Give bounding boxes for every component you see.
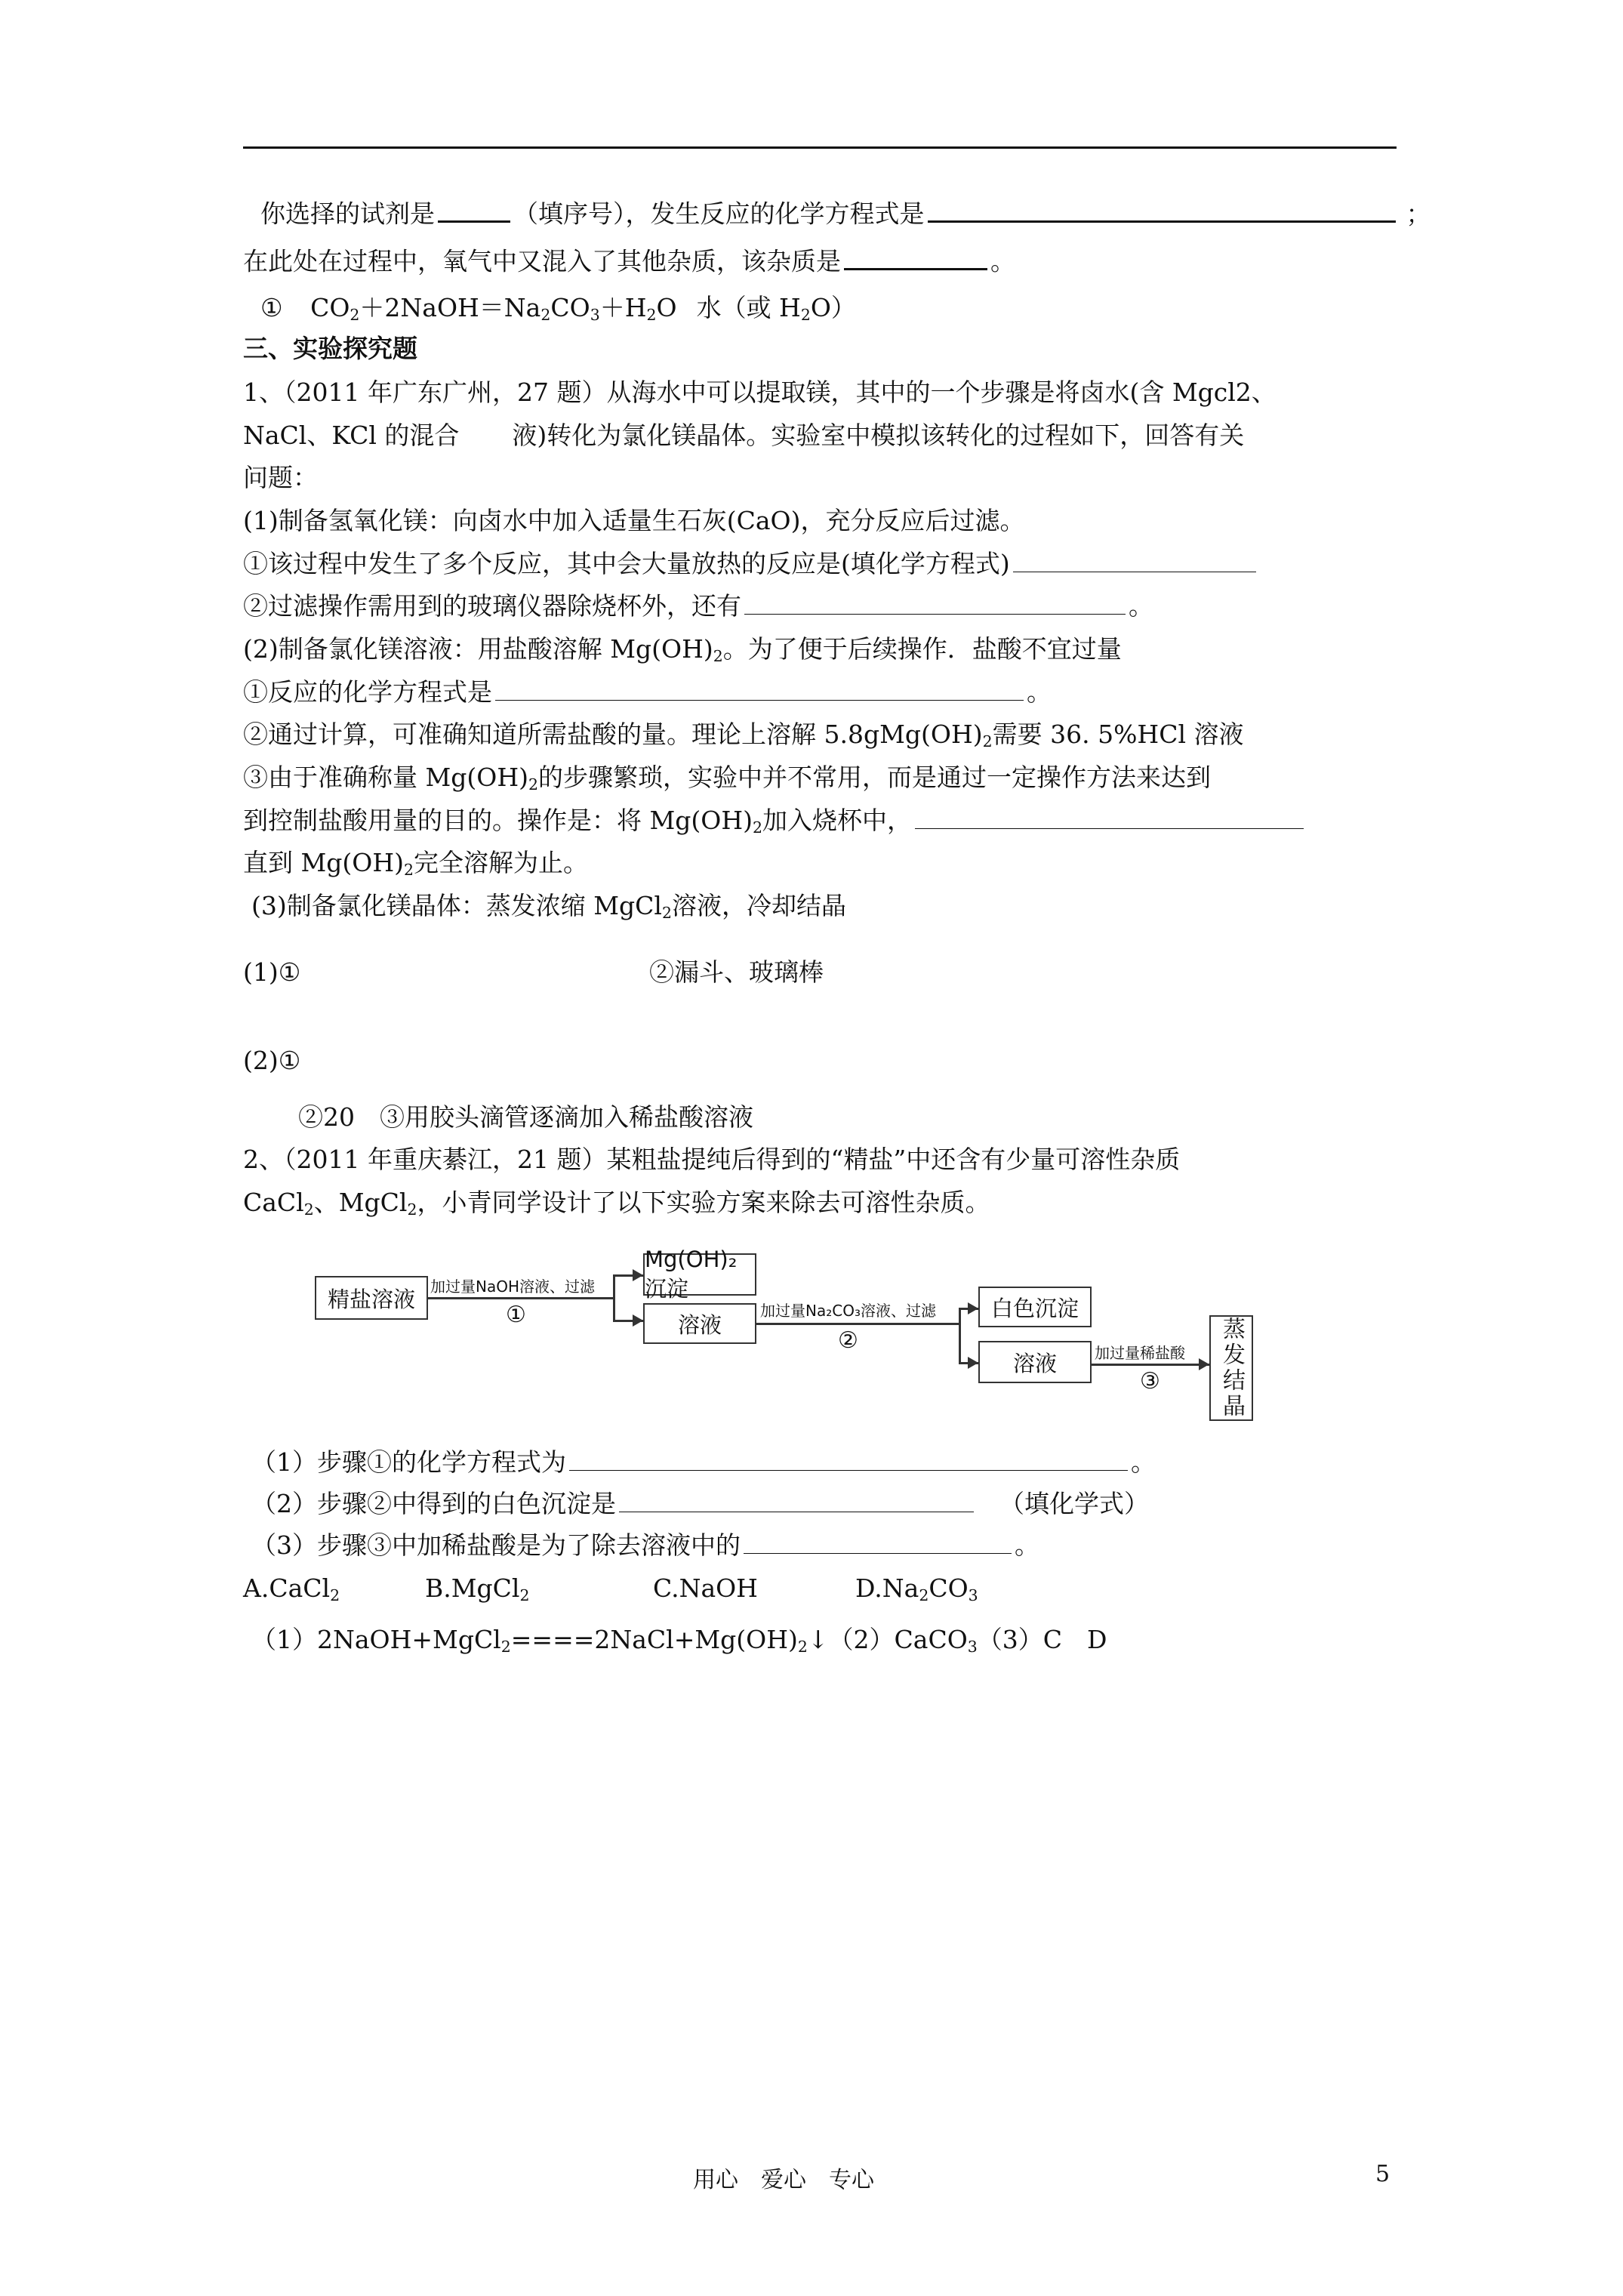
text: 你选择的试剂是: [260, 199, 435, 229]
flow-box-solution-1: 溶液: [643, 1303, 756, 1344]
flow-box-start: 精盐溶液: [315, 1276, 428, 1320]
section-title: 三、实验探究题: [243, 334, 417, 363]
intro-line-2: [243, 245, 1015, 276]
q1-line-3: 问题：: [243, 463, 318, 492]
arrow-head: [633, 1269, 643, 1281]
q2-line-1: 2、（2011 年重庆綦江，21 题）某粗盐提纯后得到的“精盐”中还含有少量可溶性杂质: [243, 1145, 1181, 1174]
intro-answer: [260, 293, 856, 323]
text: 在此处在过程中，氧气中又混入了其他杂质，该杂质是: [243, 246, 841, 276]
q1-part-2-3-end: 直到 $Mg(OH)_2$完全溶解为止。: [243, 848, 589, 880]
q1-part-1-2: ②过滤操作需用到的玻璃仪器除烧杯外，还有 。: [243, 591, 1153, 621]
option-c: C.NaOH: [653, 1573, 758, 1603]
flow-branch-1: [613, 1274, 615, 1320]
arrow-head: [968, 1302, 978, 1314]
q1-part-2-2: ②通过计算，可准确知道所需盐酸的量。理论上溶解 $5.8gMg(OH)_2$需要 36. 5%HCl 溶液: [243, 720, 1244, 751]
q2-answer: $(1)2NaOH+MgCl_2====2NaCl+Mg(OH)_2↓(2)CaCO_3(3)C$ D: [251, 1625, 1107, 1657]
flow-box-end: 蒸发结晶: [1209, 1315, 1253, 1421]
q1-part-2-1: ①反应的化学方程式是 。: [243, 677, 1052, 707]
q2-line-2: CaCl$_2$、MgCl$_2$，小青同学设计了以下实验方案来除去可溶性杂质。: [243, 1188, 990, 1219]
q1-line-2: NaCl、KCl 的混合 液)转化为氯化镁晶体。实验室中模拟该转化的过程如下，回答有关: [243, 421, 1245, 450]
q1-part-1-1: ①该过程中发生了多个反应，其中会大量放热的反应是(填化学方程式): [243, 549, 1259, 579]
answer-blank: [744, 591, 1126, 615]
flow-box-precip-1: Mg(OH)₂沉淀: [643, 1253, 756, 1296]
answer-blank: [844, 245, 987, 270]
q1-answer-1a: (1)①: [243, 957, 301, 987]
arrow-head: [633, 1314, 643, 1327]
q2-step-3: （3）步骤③中加稀盐酸是为了除去溶液中的 。: [251, 1530, 1039, 1560]
answer-blank: [1013, 549, 1256, 572]
q1-answer-2: (2)①: [243, 1046, 301, 1075]
q1-answer-3: ②20 ③用胶头滴管逐滴加入稀盐酸溶液: [298, 1102, 753, 1132]
flow-box-solution-2: 溶液: [978, 1341, 1092, 1383]
arrow-head: [1199, 1358, 1209, 1370]
flow-box-precip-2: 白色沉淀: [978, 1287, 1092, 1327]
flow-step-3-label: 加过量稀盐酸: [1095, 1344, 1185, 1362]
q2-step-1: （1）步骤①的化学方程式为 。: [251, 1447, 1156, 1477]
flow-arrow-3: [1092, 1364, 1209, 1366]
flow-arrow-1: [428, 1297, 613, 1299]
flow-step-3-num: ③: [1140, 1368, 1160, 1395]
q1-answer-1b: ②漏斗、玻璃棒: [649, 957, 824, 987]
answer-blank: [744, 1530, 1012, 1554]
option-b: B.MgCl$_2$: [425, 1573, 530, 1605]
page-number: 5: [1375, 2161, 1390, 2187]
option-d: $D.Na_2CO_3$: [855, 1573, 978, 1605]
option-a: A.CaCl$_2$: [243, 1573, 340, 1605]
answer-blank: [495, 677, 1024, 701]
flow-branch-2: [959, 1308, 961, 1362]
q1-part-2-3: ③由于准确称量 $Mg(OH)_2$的步骤繁琐，实验中并不常用，而是通过一定操作方法来达到: [243, 763, 1212, 794]
q1-part-1: (1)制备氢氧化镁：向卤水中加入适量生石灰(CaO)，充分反应后过滤。: [243, 506, 1025, 535]
flow-step-2-label: 加过量Na₂CO₃溶液、过滤: [760, 1302, 936, 1320]
arrow-head: [968, 1357, 978, 1369]
answer-equation: $CO_2+2NaOH=Na_2CO_3+H_2O$ 水（或 $H_2O$）: [310, 293, 856, 325]
q1-part-2-3-cont: 到控制盐酸用量的目的。操作是：将 $Mg(OH)_2$加入烧杯中，: [243, 806, 1307, 836]
intro-line-1: [260, 198, 1431, 229]
flow-step-2-num: ②: [838, 1327, 858, 1354]
answer-blank: [928, 198, 1396, 223]
flow-step-1-num: ①: [506, 1302, 526, 1328]
q1-part-3: (3)制备氯化镁晶体：蒸发浓缩 MgCl$_2$溶液，冷却结晶: [251, 891, 846, 923]
text: 。: [990, 246, 1015, 276]
footer-motto: 用心 爱心 专心: [693, 2167, 874, 2193]
answer-blank: [619, 1489, 974, 1512]
text: ；: [1406, 199, 1431, 229]
flow-arrow-2: [756, 1323, 959, 1325]
circled-number: ①: [260, 293, 283, 322]
answer-blank: [915, 806, 1304, 829]
q1-part-2: (2)制备氯化镁溶液：用盐酸溶解 $Mg(OH)_2$。为了便于后续操作．盐酸不宜过量: [243, 634, 1122, 666]
flow-step-1-label: 加过量NaOH溶液、过滤: [430, 1277, 595, 1296]
text: （填序号），发生反应的化学方程式是: [513, 199, 925, 229]
answer-blank: [569, 1447, 1128, 1471]
q2-step-2: （2）步骤②中得到的白色沉淀是 （填化学式）: [251, 1489, 1149, 1518]
q1-line-1: 1、（2011 年广东广州，27 题）从海水中可以提取镁，其中的一个步骤是将卤水(含 Mgcl2、: [243, 378, 1277, 407]
answer-blank: [438, 198, 510, 223]
header-rule: [243, 146, 1397, 149]
